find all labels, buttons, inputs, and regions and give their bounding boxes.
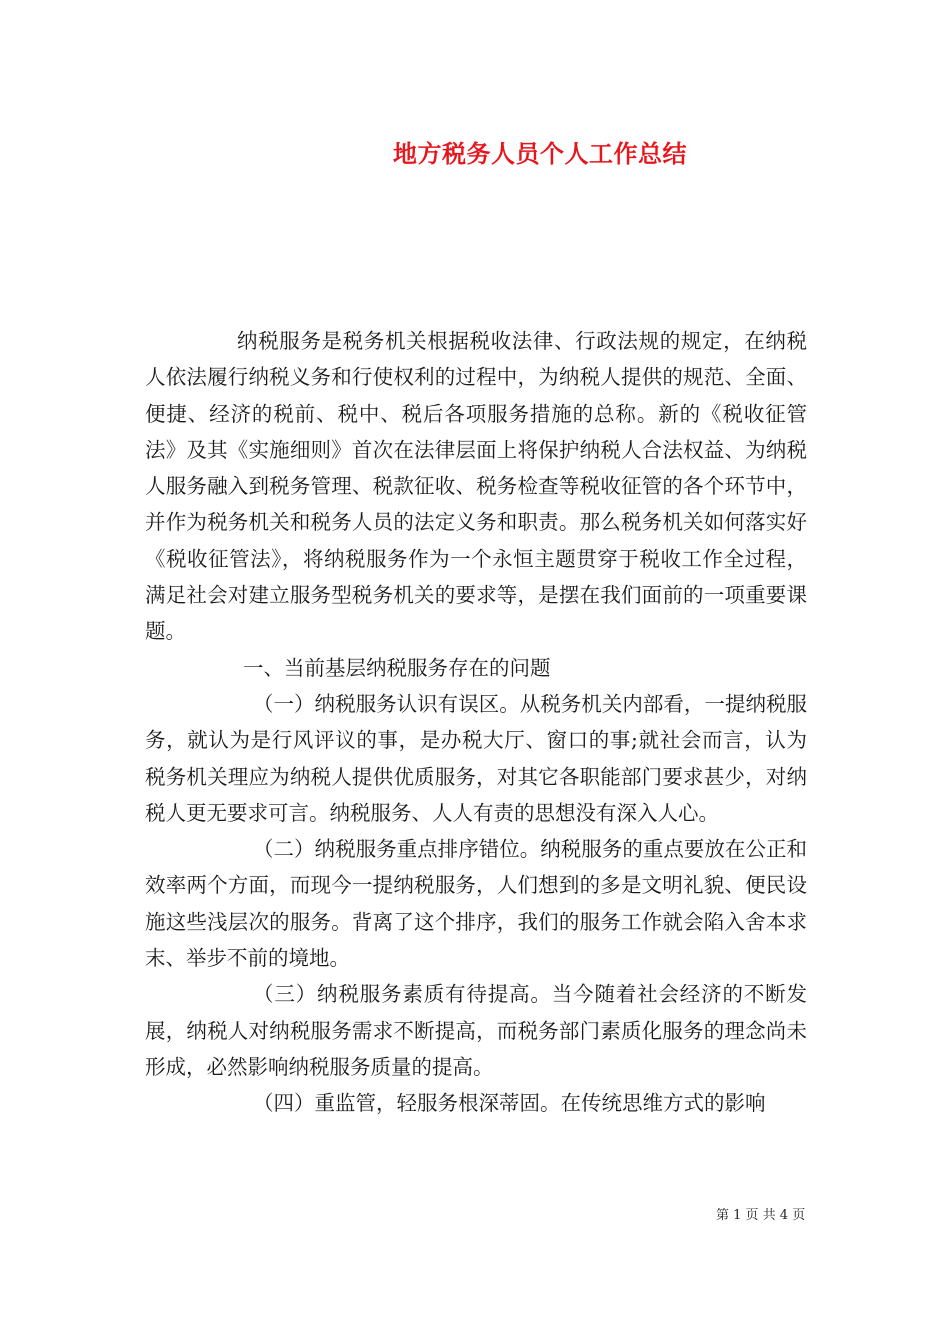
- section-heading: 一、当前基层纳税服务存在的问题: [243, 655, 551, 680]
- paragraph-item-1: （一）纳税服务认识有误区。从税务机关内部看，一提纳税服务，就认为是行风评议的事，是办税大厅、窗口的事;就社会而言，认为税务机关理应为纳税人提供优质服务，对其它各职能部门要求甚少，对纳税人更无要求可言。纳税服务、人人有责的思想没有深入人心。: [145, 691, 807, 825]
- document-body: [145, 323, 807, 1122]
- paragraph-item-4: （四）重监管，轻服务根深蒂固。在传统思维方式的影响: [253, 1091, 766, 1116]
- document-title: 地方税务人员个人工作总结: [393, 140, 687, 168]
- paragraph-item-3: （三）纳税服务素质有待提高。当今随着社会经济的不断发展，纳税人对纳税服务需求不断提高，而税务部门素质化服务的理念尚未形成，必然影响纳税服务质量的提高。: [145, 982, 807, 1079]
- paragraph-item-2: （二）纳税服务重点排序错位。纳税服务的重点要放在公正和效率两个方面，而现今一提纳税服务，人们想到的多是文明礼貌、便民设施这些浅层次的服务。背离了这个排序，我们的服务工作就会陷入舍本求末、举步不前的境地。: [145, 837, 807, 971]
- page-number-footer: 第 1 页 共 4 页: [716, 1208, 806, 1223]
- paragraph-intro: 纳税服务是税务机关根据税收法律、行政法规的规定，在纳税人依法履行纳税义务和行使权利的过程中，为纳税人提供的规范、全面、便捷、经济的税前、税中、税后各项服务措施的总称。新的《税收征管法》及其《实施细则》首次在法律层面上将保护纳税人合法权益、为纳税人服务融入到税务管理、税款征收、税务检查等税收征管的各个环节中，并作为税务机关和税务人员的法定义务和职责。那么税务机关如何落实好《税收征管法》，将纳税服务作为一个永恒主题贯穿于税收工作全过程，满足社会对建立服务型税务机关的要求等，是摆在我们面前的一项重要课题。: [145, 329, 807, 644]
